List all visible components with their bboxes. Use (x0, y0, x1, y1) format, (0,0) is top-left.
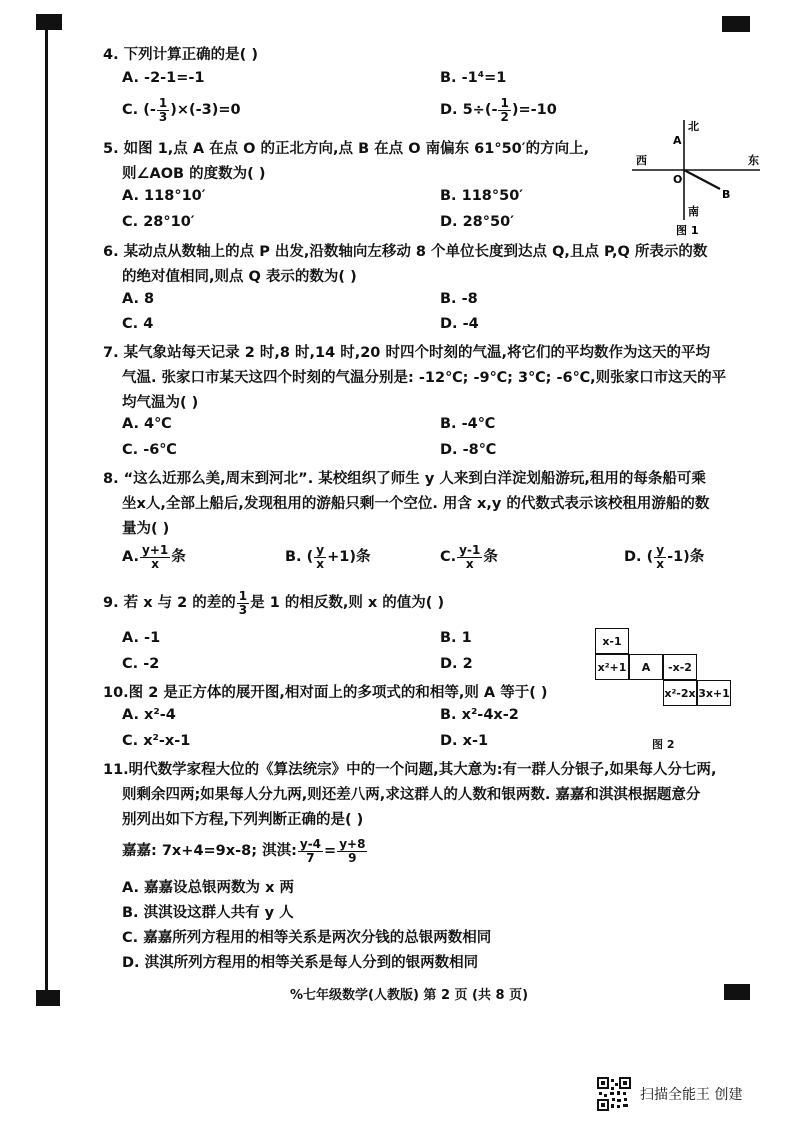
q8-stem-line1: 8. “这么近那么美,周末到河北”. 某校组织了师生 y 人来到白洋淀划船游玩,租用的每条船可乘 (103, 471, 706, 487)
fraction-numerator: y+8 (339, 837, 366, 851)
figure-2-cube-net (595, 628, 775, 738)
q10-option-c: C. x²-x-1 (122, 733, 191, 749)
compass-east: 东 (748, 154, 759, 167)
fraction-denominator: 9 (348, 850, 357, 865)
q9-option-a: A. -1 (122, 630, 161, 646)
fraction-denominator: x (465, 556, 474, 571)
point-o-label: O (673, 173, 683, 186)
q6-stem-line2: 的绝对值相同,则点 Q 表示的数为( ) (122, 269, 357, 285)
q8-option-d (624, 544, 704, 570)
fraction-denominator: x (656, 556, 665, 571)
fraction-denominator: 3 (238, 602, 248, 617)
q4-option-b: B. -1⁴=1 (440, 70, 507, 86)
q9-option-d: D. 2 (440, 656, 473, 672)
compass-north: 北 (688, 120, 699, 133)
q11-option-c: C. 嘉嘉所列方程用的相等关系是两次分钱的总银两数相同 (122, 930, 492, 946)
point-a-label: A (673, 134, 682, 147)
q4-d-suffix: )=-10 (511, 102, 557, 119)
q8-d-prefix: D. ( (624, 549, 654, 566)
fraction-denominator: x (316, 556, 325, 571)
q6-stem-line1: 6. 某动点从数轴上的点 P 出发,沿数轴向左移动 8 个单位长度到达点 Q,且点 P,Q 所表示的数 (103, 244, 708, 260)
fraction-numerator: y-4 (299, 837, 322, 851)
fraction-numerator: y (656, 543, 665, 557)
q9-stem-fraction (237, 590, 249, 616)
q8-option-a (122, 544, 186, 570)
figure-1-caption: 图 1 (676, 224, 699, 237)
q11-stem-line2: 则剩余四两;如果每人分九两,则还差八两,求这群人的人数和银两数. 嘉嘉和淇淇根据题意分 (122, 787, 701, 803)
q5-option-a: A. 118°10′ (122, 188, 206, 204)
q7-option-c: C. -6℃ (122, 442, 177, 458)
fraction-denominator: 7 (306, 850, 315, 865)
q8-a-fraction (140, 544, 170, 570)
fraction-numerator: y+1 (142, 543, 169, 557)
q11-equations (122, 838, 368, 864)
q4-c-suffix: )×(-3)=0 (170, 102, 241, 119)
point-b-label: B (722, 188, 731, 201)
q4-option-c (122, 97, 241, 123)
q6-option-d: D. -4 (440, 316, 479, 332)
fraction-denominator: x (151, 556, 159, 571)
q11-option-a: A. 嘉嘉设总银两数为 x 两 (122, 880, 294, 896)
q8-c-suffix: 条 (483, 549, 498, 566)
q11-option-d: D. 淇淇所列方程用的相等关系是每人分到的银两数相同 (122, 955, 479, 971)
net-cell-left: x²+1 (595, 654, 629, 680)
q8-stem-line2: 坐x人,全部上船后,发现租用的游船只剩一个空位. 用含 x,y 的代数式表示该校租用游船的数 (122, 496, 710, 512)
q11-eq-fraction-1 (298, 838, 323, 864)
net-cell-bottom-right: 3x+1 (697, 680, 731, 706)
registration-mark-top-right (722, 16, 750, 32)
fraction-numerator: 1 (158, 96, 168, 110)
scanner-watermark-text: 扫描全能王 创建 (640, 1087, 743, 1103)
q8-c-prefix: C. (440, 549, 457, 566)
q4-stem: 4. 下列计算正确的是( ) (103, 47, 258, 63)
q8-d-fraction (654, 544, 666, 570)
q7-stem-line3: 均气温为( ) (122, 395, 199, 411)
q4-option-a: A. -2-1=-1 (122, 70, 205, 86)
fraction-numerator: 1 (238, 589, 248, 603)
q7-option-a: A. 4℃ (122, 416, 172, 432)
q10-option-d: D. x-1 (440, 733, 489, 749)
q10-stem: 10.图 2 是正方体的展开图,相对面上的多项式的和相等,则 A 等于( ) (103, 685, 548, 701)
q5-option-c: C. 28°10′ (122, 214, 195, 230)
net-cell-middle-right: -x-2 (663, 654, 697, 680)
binding-line (45, 20, 48, 1005)
q10-option-a: A. x²-4 (122, 707, 176, 723)
registration-mark-bottom-left (36, 990, 60, 1006)
q7-stem-line1: 7. 某气象站每天记录 2 时,8 时,14 时,20 时四个时刻的气温,将它们的平均数作为这天的平均 (103, 345, 710, 361)
fraction-numerator: y-1 (459, 543, 481, 557)
compass-west: 西 (636, 154, 647, 167)
q5-option-d: D. 28°50′ (440, 214, 515, 230)
q6-option-c: C. 4 (122, 316, 154, 332)
q8-b-fraction (314, 544, 326, 570)
fraction-denominator: 3 (158, 109, 168, 124)
q9-stem-prefix: 9. 若 x 与 2 的差的 (103, 595, 236, 612)
q7-stem-line2: 气温. 张家口市某天这四个时刻的气温分别是: -12℃; -9℃; 3℃; -6℃,则张家口市这天的平 (122, 370, 727, 386)
q8-b-suffix: +1)条 (327, 549, 371, 566)
fraction-denominator: 2 (500, 109, 509, 124)
q6-option-a: A. 8 (122, 291, 155, 307)
q8-a-suffix: 条 (171, 549, 186, 566)
figure-2-caption: 图 2 (652, 738, 675, 751)
q8-option-b (285, 544, 370, 570)
q8-b-prefix: B. ( (285, 549, 314, 566)
registration-mark-top-left (36, 14, 62, 30)
q4-d-fraction (498, 97, 510, 123)
qr-code-icon (597, 1077, 631, 1111)
figure-1-compass (628, 112, 768, 238)
q7-option-b: B. -4℃ (440, 416, 496, 432)
net-cell-bottom-left: x²-2x (663, 680, 697, 706)
net-cell-a: A (629, 654, 663, 680)
q9-option-b: B. 1 (440, 630, 472, 646)
q5-option-b: B. 118°50′ (440, 188, 524, 204)
q11-stem-line1: 11.明代数学家程大位的《算法统宗》中的一个问题,其大意为:有一群人分银子,如果每人分七两, (103, 762, 717, 778)
q4-c-prefix: C. (- (122, 102, 156, 119)
registration-mark-bottom-right (724, 984, 750, 1000)
q5-stem-line2: 则∠AOB 的度数为( ) (122, 166, 266, 182)
q8-stem-line3: 量为( ) (122, 521, 170, 537)
q6-option-b: B. -8 (440, 291, 478, 307)
q11-eq-prefix: 嘉嘉: 7x+4=9x-8; 淇淇: (122, 843, 297, 860)
fraction-numerator: 1 (500, 96, 509, 110)
q8-a-prefix: A. (122, 549, 139, 566)
q11-stem-line3: 别列出如下方程,下列判断正确的是( ) (122, 812, 364, 828)
q5-stem-line1: 5. 如图 1,点 A 在点 O 的正北方向,点 B 在点 O 南偏东 61°50′的方向上, (103, 141, 590, 157)
q9-stem (103, 590, 444, 616)
q11-eq-fraction-2 (337, 838, 367, 864)
net-cell-top: x-1 (595, 628, 629, 654)
q8-d-suffix: -1)条 (667, 549, 705, 566)
q9-option-c: C. -2 (122, 656, 160, 672)
q11-eq-equals: = (324, 843, 337, 860)
q4-d-prefix: D. 5÷(- (440, 102, 498, 119)
fraction-numerator: y (316, 543, 325, 557)
q10-option-b: B. x²-4x-2 (440, 707, 519, 723)
q4-option-d (440, 97, 557, 123)
q9-stem-suffix: 是 1 的相反数,则 x 的值为( ) (250, 595, 445, 612)
compass-south: 南 (688, 205, 699, 218)
page-footer: %七年级数学(人教版) 第 2 页 (共 8 页) (290, 988, 529, 1003)
q7-option-d: D. -8℃ (440, 442, 497, 458)
q4-c-fraction (157, 97, 169, 123)
q8-option-c (440, 544, 498, 570)
q8-c-fraction (457, 544, 482, 570)
q11-option-b: B. 淇淇设这群人共有 y 人 (122, 905, 294, 921)
